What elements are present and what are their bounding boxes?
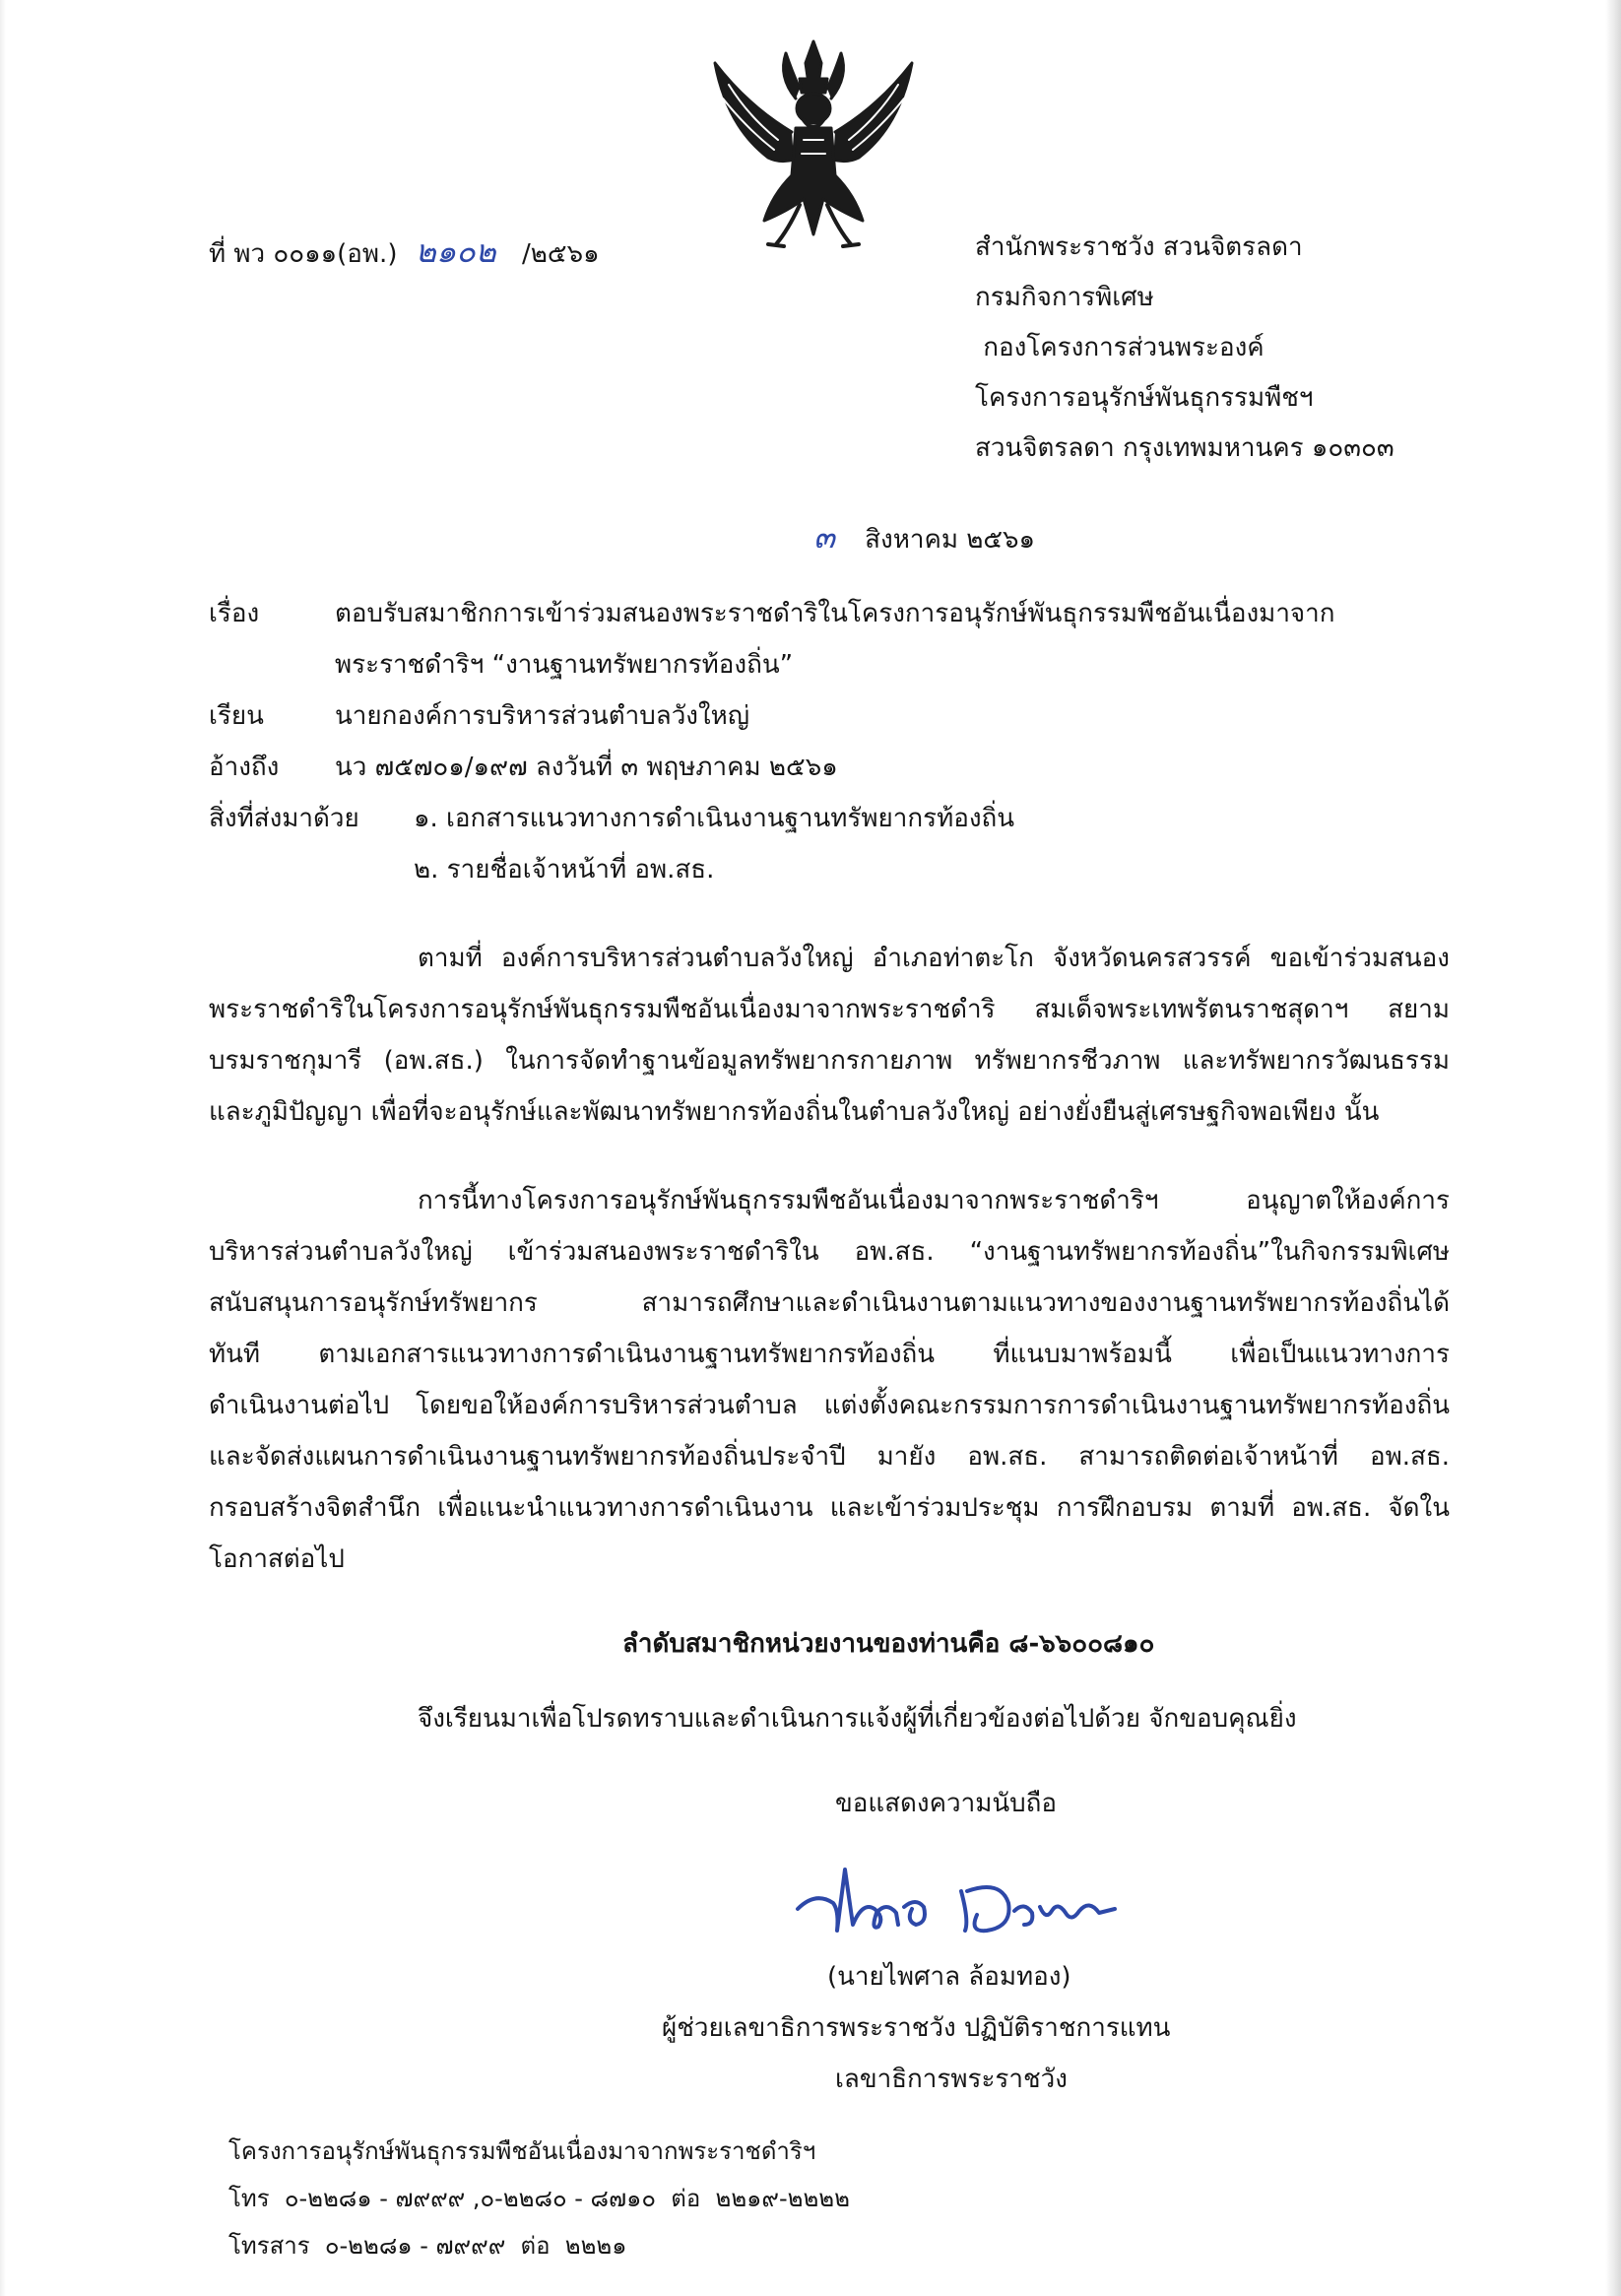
paragraph-line: ทันที ตามเอกสารแนวทางการดำเนินงานฐานทรัพยากรท้องถิ่น ที่แนบมาพร้อมนี้ เพื่อเป็นแนวทางการ bbox=[209, 1340, 1450, 1369]
paragraph-line: การนี้ทางโครงการอนุรักษ์พันธุกรรมพืชอันเนื่องมาจากพระราชดำริฯ อนุญาตให้องค์การ bbox=[418, 1186, 1450, 1215]
paragraph-line: สนับสนุนการอนุรักษ์ทรัพยากร สามารถศึกษาและดำเนินงานตามแนวทางของงานฐานทรัพยากรท้องถิ่นได้ bbox=[209, 1288, 1450, 1318]
handwritten-reference-number: ๒๑๐๒ bbox=[415, 232, 496, 270]
footer-telephone: โทร ๐-๒๒๘๑ - ๗๙๙๙ ,๐-๒๒๘๐ - ๘๗๑๐ ต่อ ๒๒๑๙-๒๒๒๒ bbox=[228, 2185, 850, 2212]
sender-line: โครงการอนุรักษ์พันธุกรรมพืชฯ bbox=[975, 383, 1314, 413]
reference-prefix: ที่ พว ๐๐๑๑(อพ.) bbox=[209, 239, 398, 269]
footer-fax: โทรสาร ๐-๒๒๘๑ - ๗๙๙๙ ต่อ ๒๒๒๑ bbox=[228, 2232, 627, 2260]
date-month-year: สิงหาคม ๒๕๖๑ bbox=[865, 525, 1036, 555]
signer-position: เลขาธิการพระราชวัง bbox=[835, 2065, 1068, 2094]
paragraph-line: ตามที่ องค์การบริหารส่วนตำบลวังใหญ่ อำเภอท่าตะโก จังหวัดนครสวรรค์ ขอเข้าร่วมสนอง bbox=[418, 944, 1450, 973]
paragraph-line: กรอบสร้างจิตสำนึก เพื่อแนะนำแนวทางการดำเนินงาน และเข้าร่วมประชุม การฝึกอบรม ตามที่ อพ.สธ. จัดใน bbox=[209, 1493, 1450, 1523]
paragraph-line: บริหารส่วนตำบลวังใหญ่ เข้าร่วมสนองพระราชดำริใน อพ.สธ. “งานฐานทรัพยากรท้องถิ่น”ในกิจกรรมพิเศษ bbox=[209, 1237, 1450, 1267]
addressee-name: นายกองค์การบริหารส่วนตำบลวังใหญ่ bbox=[335, 701, 749, 731]
enclosure-item: ๑. เอกสารแนวทางการดำเนินงานฐานทรัพยากรท้องถิ่น bbox=[414, 804, 1015, 833]
addressee-label: เรียน bbox=[209, 701, 264, 731]
subject-text-line: พระราชดำริฯ “งานฐานทรัพยากรท้องถิ่น” bbox=[335, 650, 794, 680]
handwritten-signature-icon bbox=[794, 1852, 1119, 1970]
reference-value: นว ๗๕๗๐๑/๑๙๗ ลงวันที่ ๓ พฤษภาคม ๒๕๖๑ bbox=[335, 753, 838, 782]
sender-line: สำนักพระราชวัง สวนจิตรลดา bbox=[975, 232, 1303, 262]
enclosures-label: สิ่งที่ส่งมาด้วย bbox=[209, 804, 359, 833]
sender-line: กรมกิจการพิเศษ bbox=[975, 283, 1154, 312]
member-number: ลำดับสมาชิกหน่วยงานของท่านคือ ๘-๖๖๐๐๘๑๐ bbox=[622, 1629, 1155, 1659]
scan-right-edge bbox=[1605, 0, 1621, 2296]
paragraph-line: โอกาสต่อไป bbox=[209, 1544, 345, 1574]
paragraph-line: บรมราชกุมารี (อพ.สธ.) ในการจัดทำฐานข้อมูลทรัพยากรกายภาพ ทรัพยากรชีวภาพ และทรัพยากรวัฒนธรรม bbox=[209, 1046, 1450, 1076]
paragraph-line: และจัดส่งแผนการดำเนินงานฐานทรัพยากรท้องถิ่นประจำปี มายัง อพ.สธ. สามารถติดต่อเจ้าหน้าที่ อพ.สธ. bbox=[209, 1442, 1450, 1472]
paragraph-line: พระราชดำริในโครงการอนุรักษ์พันธุกรรมพืชอันเนื่องมาจากพระราชดำริ สมเด็จพระเทพรัตนราชสุดาฯ สยาม bbox=[209, 995, 1450, 1024]
closing-request: จึงเรียนมาเพื่อโปรดทราบและดำเนินการแจ้งผู้ที่เกี่ยวข้องต่อไปด้วย จักขอบคุณยิ่ง bbox=[418, 1704, 1297, 1734]
footer-organization: โครงการอนุรักษ์พันธุกรรมพืชอันเนื่องมาจากพระราชดำริฯ bbox=[228, 2137, 816, 2165]
signer-position: ผู้ช่วยเลขาธิการพระราชวัง ปฏิบัติราชการแทน bbox=[662, 2013, 1171, 2043]
sender-line: สวนจิตรลดา กรุงเทพมหานคร ๑๐๓๐๓ bbox=[975, 433, 1394, 463]
signer-name: (นายไพศาล ล้อมทอง) bbox=[827, 1962, 1071, 1992]
subject-label: เรื่อง bbox=[209, 599, 260, 628]
reference-year: /๒๕๖๑ bbox=[522, 239, 600, 269]
sender-line: กองโครงการส่วนพระองค์ bbox=[975, 333, 1264, 362]
enclosure-item: ๒. รายชื่อเจ้าหน้าที่ อพ.สธ. bbox=[414, 855, 715, 885]
courtesy-closing: ขอแสดงความนับถือ bbox=[835, 1789, 1057, 1818]
handwritten-day: ๓ bbox=[813, 518, 835, 556]
subject-text-line: ตอบรับสมาชิกการเข้าร่วมสนองพระราชดำริในโครงการอนุรักษ์พันธุกรรมพืชอันเนื่องมาจาก bbox=[335, 599, 1335, 628]
scan-left-edge bbox=[0, 0, 6, 2296]
paragraph-line: ดำเนินงานต่อไป โดยขอให้องค์การบริหารส่วนตำบล แต่งตั้งคณะกรรมการการดำเนินงานฐานทรัพยากรท้องถิ่น bbox=[209, 1391, 1450, 1420]
paragraph-line: และภูมิปัญญา เพื่อที่จะอนุรักษ์และพัฒนาทรัพยากรท้องถิ่นในตำบลวังใหญ่ อย่างยั่งยืนสู่เศรษฐกิจพอเพียง นั้น bbox=[209, 1097, 1380, 1127]
document-date bbox=[813, 518, 1035, 556]
garuda-emblem-icon bbox=[709, 37, 918, 252]
reference-label: อ้างถึง bbox=[209, 753, 280, 782]
document-reference-number bbox=[209, 232, 600, 270]
